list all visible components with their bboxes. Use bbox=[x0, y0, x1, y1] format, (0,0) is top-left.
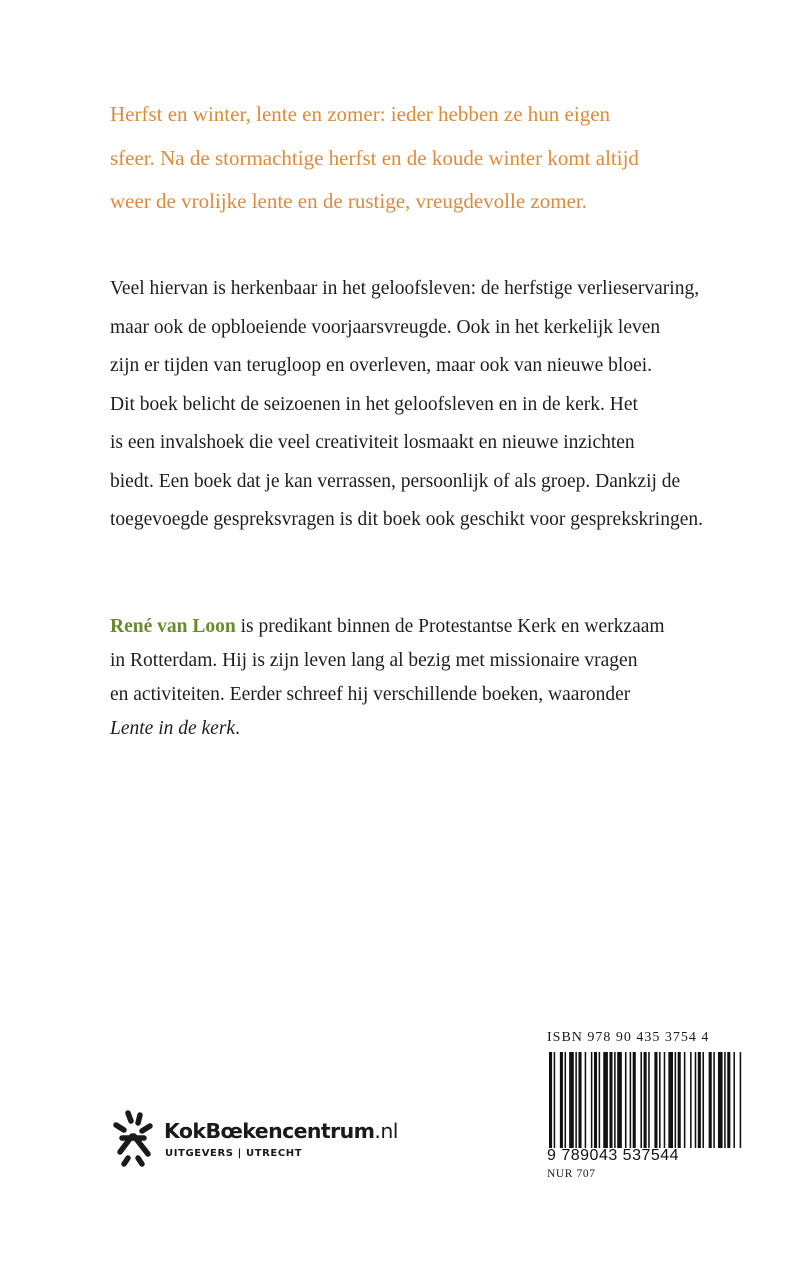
description-line: maar ook de opbloeiende voorjaarsvreugde. Ook in het kerkelijk leven bbox=[110, 316, 661, 338]
barcode-bar bbox=[633, 1052, 636, 1148]
description-line: toegevoegde gespreksvragen is dit boek ook geschikt voor gesprekskringen. bbox=[110, 509, 703, 530]
barcode-bar bbox=[578, 1052, 581, 1148]
publisher-name-main: KokBœkencentrum bbox=[164, 1119, 375, 1143]
barcode-bar bbox=[644, 1052, 647, 1148]
publisher-logo bbox=[110, 1108, 430, 1178]
author-line-rest: is predikant binnen de Protestantse Kerk en werkzaam bbox=[235, 616, 665, 637]
barcode-bar bbox=[709, 1052, 712, 1148]
barcode-bar bbox=[614, 1052, 616, 1148]
barcode-bar bbox=[549, 1052, 552, 1148]
barcode-bar bbox=[599, 1052, 601, 1148]
publisher-subtitle: UITGEVERS | UTRECHT bbox=[165, 1148, 303, 1159]
barcode-bar bbox=[684, 1052, 686, 1148]
barcode-bar bbox=[594, 1052, 597, 1148]
barcode-bar bbox=[575, 1052, 577, 1148]
barcode-bar bbox=[617, 1052, 622, 1148]
intro-line: Herfst en winter, lente en zomer: ieder hebben ze hun eigen bbox=[110, 102, 611, 126]
barcode-digits: 9 789043 537544 bbox=[547, 1147, 680, 1164]
author-bio bbox=[110, 610, 760, 746]
description-line: is een invalshoek die veel creativiteit losmaakt en nieuwe inzichten bbox=[110, 432, 635, 453]
description-line: Veel hiervan is herkenbaar in het geloofsleven: de herfstige verlieservaring, bbox=[110, 278, 700, 299]
barcode-bar bbox=[695, 1052, 697, 1148]
barcode-icon bbox=[547, 1052, 745, 1148]
description-line: Dit boek belicht de seizoenen in het geloofsleven en in de kerk. Het bbox=[110, 393, 638, 415]
barcode-bar bbox=[640, 1052, 642, 1148]
barcode-bar bbox=[654, 1052, 657, 1148]
description-paragraph bbox=[110, 270, 760, 540]
book-title: Lente in de kerk bbox=[110, 718, 236, 739]
barcode-bar bbox=[648, 1052, 650, 1148]
description-line: zijn er tijden van terugloop en overleven, maar ook van nieuwe bloei. bbox=[110, 355, 653, 376]
barcode-bar bbox=[664, 1052, 666, 1148]
author-line: en activiteiten. Eerder schreef hij verschillende boeken, waaronder bbox=[110, 684, 631, 705]
barcode-bar bbox=[585, 1052, 587, 1148]
author-name: René van Loon bbox=[110, 616, 236, 637]
barcode-bar bbox=[560, 1052, 563, 1148]
barcode-bar bbox=[724, 1052, 726, 1148]
barcode-bar bbox=[713, 1052, 715, 1148]
barcode-bar bbox=[698, 1052, 701, 1148]
barcode-bar bbox=[569, 1052, 574, 1148]
barcode-bar bbox=[740, 1052, 742, 1148]
barcode-bar bbox=[690, 1052, 692, 1148]
author-line: in Rotterdam. Hij is zijn leven lang al bezig met missionaire vragen bbox=[110, 650, 638, 671]
book-title-suffix: . bbox=[235, 718, 240, 739]
author-line bbox=[110, 610, 760, 644]
barcode-bar bbox=[625, 1052, 627, 1148]
intro-paragraph bbox=[110, 93, 750, 224]
barcode-bar bbox=[718, 1052, 723, 1148]
intro-line: sfeer. Na de stormachtige herfst en de koude winter komt altijd bbox=[110, 145, 639, 170]
barcode-bar bbox=[565, 1052, 567, 1148]
barcode-bar bbox=[603, 1052, 608, 1148]
barcode-bar bbox=[659, 1052, 661, 1148]
barcode-bar bbox=[702, 1052, 704, 1148]
barcode-bar bbox=[609, 1052, 612, 1148]
description-line: biedt. Een boek dat je kan verrassen, persoonlijk of als groep. Dankzij de bbox=[110, 470, 681, 492]
author-line bbox=[110, 712, 760, 746]
barcode-bar bbox=[727, 1052, 730, 1148]
barcode-bar bbox=[591, 1052, 593, 1148]
barcode-bar bbox=[668, 1052, 673, 1148]
publisher-name-tld: .nl bbox=[374, 1119, 398, 1143]
barcode-bar bbox=[733, 1052, 735, 1148]
nur-code: NUR 707 bbox=[547, 1168, 596, 1180]
publisher-name bbox=[164, 1119, 398, 1143]
barcode-bar bbox=[678, 1052, 681, 1148]
isbn-label: ISBN 978 90 435 3754 4 bbox=[547, 1030, 710, 1045]
intro-line: weer de vrolijke lente en de rustige, vreugdevolle zomer. bbox=[110, 189, 587, 213]
barcode-block bbox=[547, 1030, 747, 1180]
publisher-logo-mark-icon bbox=[110, 1108, 156, 1168]
barcode-bar bbox=[630, 1052, 632, 1148]
barcode-bar bbox=[554, 1052, 556, 1148]
barcode-bar bbox=[675, 1052, 677, 1148]
